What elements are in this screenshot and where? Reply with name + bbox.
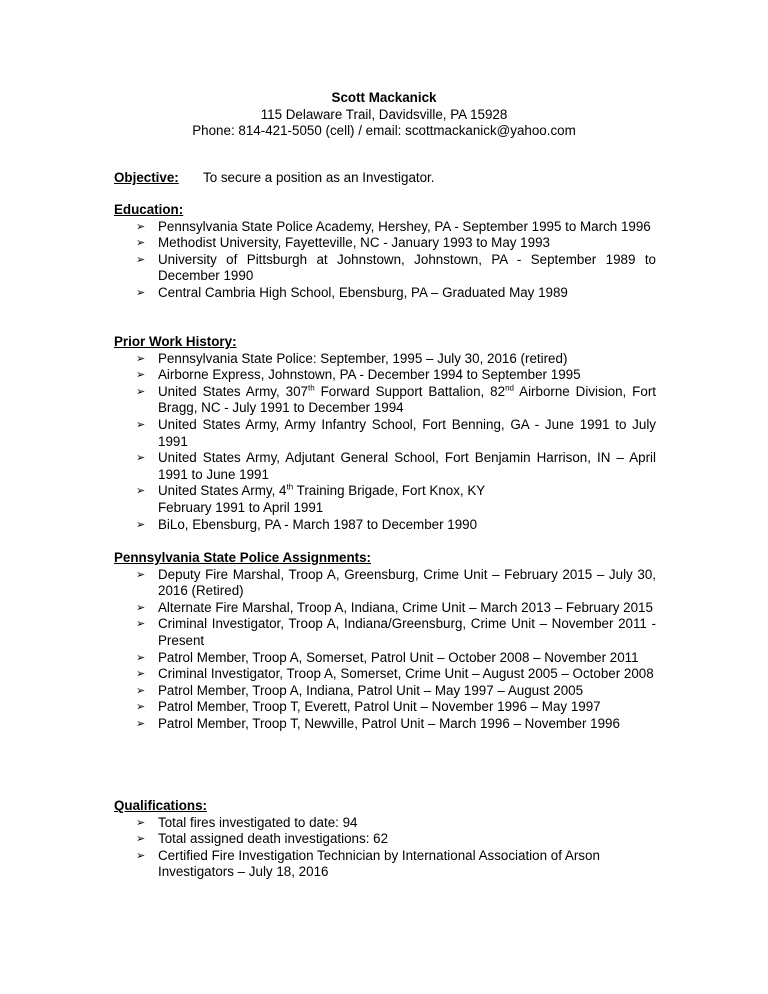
- list-item: ➢ Patrol Member, Troop T, Everett, Patrol Unit – November 1996 – May 1997: [136, 699, 601, 715]
- qualifications-list: [114, 815, 656, 881]
- resume-header: [0, 90, 768, 140]
- arrow-bullet-icon: ➢: [136, 651, 146, 664]
- arrow-bullet-icon: ➢: [136, 568, 146, 581]
- arrow-bullet-icon: ➢: [136, 816, 146, 829]
- assignments-section: Pennsylvania State Police Assignments: ➢ Deputy Fire Marshal, Troop A, Greensburg, Crime Unit – February 2015 – July 30, 2016 (Retired) ➢ Alternate Fire Marshal, Troop A, Indiana, Crime Unit – March 2013 – February 2015 ➢ Criminal Investigator, Troop A, Indiana/Greensburg, Crime Unit – November 2011 - Present ➢ Patrol Member, Troop A, Somerset, Patrol Unit – October 2008 – November 2011 ➢ Criminal Investigator, Troop A, Somerset, Crime Unit – August 2005 – October 2008 ➢ Patrol Member, Troop A, Indiana, Patrol Unit – May 1997 – August 2005 ➢ Patrol Member, Troop T, Everett, Patrol Unit – November 1996 – May 1997 ➢ Patrol Member, Troop T, Newville, Patrol Unit – March 1996 – November 1996: [114, 550, 656, 731]
- arrow-bullet-icon: ➢: [136, 286, 146, 299]
- arrow-bullet-icon: ➢: [136, 220, 146, 233]
- arrow-bullet-icon: ➢: [136, 717, 146, 730]
- list-item: ➢ Criminal Investigator, Troop A, Indiana/Greensburg, Crime Unit – November 2011 - Present: [136, 616, 656, 648]
- list-item: ➢ Patrol Member, Troop T, Newville, Patrol Unit – March 1996 – November 1996: [136, 715, 620, 731]
- list-item: ➢ Methodist University, Fayetteville, NC - January 1993 to May 1993: [136, 235, 550, 251]
- qualifications-heading: Qualifications:: [114, 798, 208, 813]
- list-item: ➢ Alternate Fire Marshal, Troop A, Indiana, Crime Unit – March 2013 – February 2015: [136, 599, 653, 615]
- list-item: ➢ United States Army, Adjutant General School, Fort Benjamin Harrison, IN – April 1991 to June 1991: [136, 450, 656, 482]
- arrow-bullet-icon: ➢: [136, 352, 146, 365]
- list-item: ➢ Airborne Express, Johnstown, PA - December 1994 to September 1995: [136, 367, 581, 383]
- education-section: Education: ➢ Pennsylvania State Police Academy, Hershey, PA - September 1995 to March 1996 ➢ Methodist University, Fayetteville, NC - January 1993 to May 1993 ➢ University of Pittsburgh at Johnstown, Johnstown, PA - September 1989 to December 1990 ➢ Central Cambria High School, Ebensburg, PA – Graduated May 1989: [114, 202, 656, 300]
- arrow-bullet-icon: ➢: [136, 485, 146, 498]
- list-item: ➢ Central Cambria High School, Ebensburg, PA – Graduated May 1989: [136, 284, 568, 300]
- assignments-heading: Pennsylvania State Police Assignments: [114, 550, 367, 565]
- arrow-bullet-icon: ➢: [136, 518, 146, 531]
- education-heading: Education: [114, 202, 179, 217]
- candidate-name: Scott Mackanick: [331, 90, 437, 105]
- arrow-bullet-icon: ➢: [136, 601, 146, 614]
- arrow-bullet-icon: ➢: [136, 618, 146, 631]
- arrow-bullet-icon: ➢: [136, 369, 146, 382]
- list-item: ➢ Total fires investigated to date: 94: [136, 814, 358, 830]
- list-item: ➢ Certified Fire Investigation Technician by International Association of Arson Investigators – July 18, 2016: [136, 847, 600, 880]
- assignments-list: [114, 567, 656, 733]
- qualifications-section: [114, 798, 656, 881]
- arrow-bullet-icon: ➢: [136, 668, 146, 681]
- list-item: ➢ Criminal Investigator, Troop A, Somerset, Crime Unit – August 2005 – October 2008: [136, 666, 654, 682]
- objective-heading: Objective: [114, 170, 175, 185]
- work-history-list: [114, 351, 656, 534]
- list-item: ➢ Total assigned death investigations: 62: [136, 831, 389, 847]
- arrow-bullet-icon: ➢: [136, 253, 146, 266]
- objective-section: Objective: To secure a position as an Investigator.: [114, 170, 435, 185]
- arrow-bullet-icon: ➢: [136, 452, 146, 465]
- list-item: ➢ University of Pittsburgh at Johnstown, Johnstown, PA - September 1989 to December 1990: [136, 251, 656, 284]
- arrow-bullet-icon: ➢: [136, 385, 146, 398]
- objective-text: To secure a position as an Investigator.: [203, 170, 435, 185]
- list-item: ➢ BiLo, Ebensburg, PA - March 1987 to December 1990: [136, 516, 478, 532]
- arrow-bullet-icon: ➢: [136, 237, 146, 250]
- candidate-contact: Phone: 814-421-5050 (cell) / email: scottmackanick@yahoo.com: [192, 123, 576, 139]
- list-item: ➢ United States Army, 4th Training Brigade, Fort Knox, KY February 1991 to April 1991: [136, 482, 486, 515]
- list-item: ➢ Pennsylvania State Police: September, 1995 – July 30, 2016 (retired): [136, 350, 568, 366]
- work-history-section: [114, 334, 656, 533]
- list-item: ➢ United States Army, Army Infantry School, Fort Benning, GA - June 1991 to July 1991: [136, 416, 656, 449]
- candidate-address: 115 Delaware Trail, Davidsville, PA 15928: [260, 106, 508, 122]
- arrow-bullet-icon: ➢: [136, 849, 146, 862]
- education-list: [114, 219, 656, 302]
- arrow-bullet-icon: ➢: [136, 684, 146, 697]
- list-item: ➢ Pennsylvania State Police Academy, Hershey, PA - September 1995 to March 1996: [136, 218, 651, 234]
- list-item: ➢ Deputy Fire Marshal, Troop A, Greensburg, Crime Unit – February 2015 – July 30, 2016 (Retired): [136, 566, 656, 599]
- list-item: ➢ United States Army, 307th Forward Support Battalion, 82nd Airborne Division, Fort Bragg, NC - July 1991 to December 1994: [136, 383, 656, 416]
- arrow-bullet-icon: ➢: [136, 701, 146, 714]
- arrow-bullet-icon: ➢: [136, 418, 146, 431]
- arrow-bullet-icon: ➢: [136, 833, 146, 846]
- work-history-heading: Prior Work History:: [114, 334, 237, 349]
- list-item: ➢ Patrol Member, Troop A, Indiana, Patrol Unit – May 1997 – August 2005: [136, 682, 584, 698]
- list-item: ➢ Patrol Member, Troop A, Somerset, Patrol Unit – October 2008 – November 2011: [136, 649, 639, 665]
